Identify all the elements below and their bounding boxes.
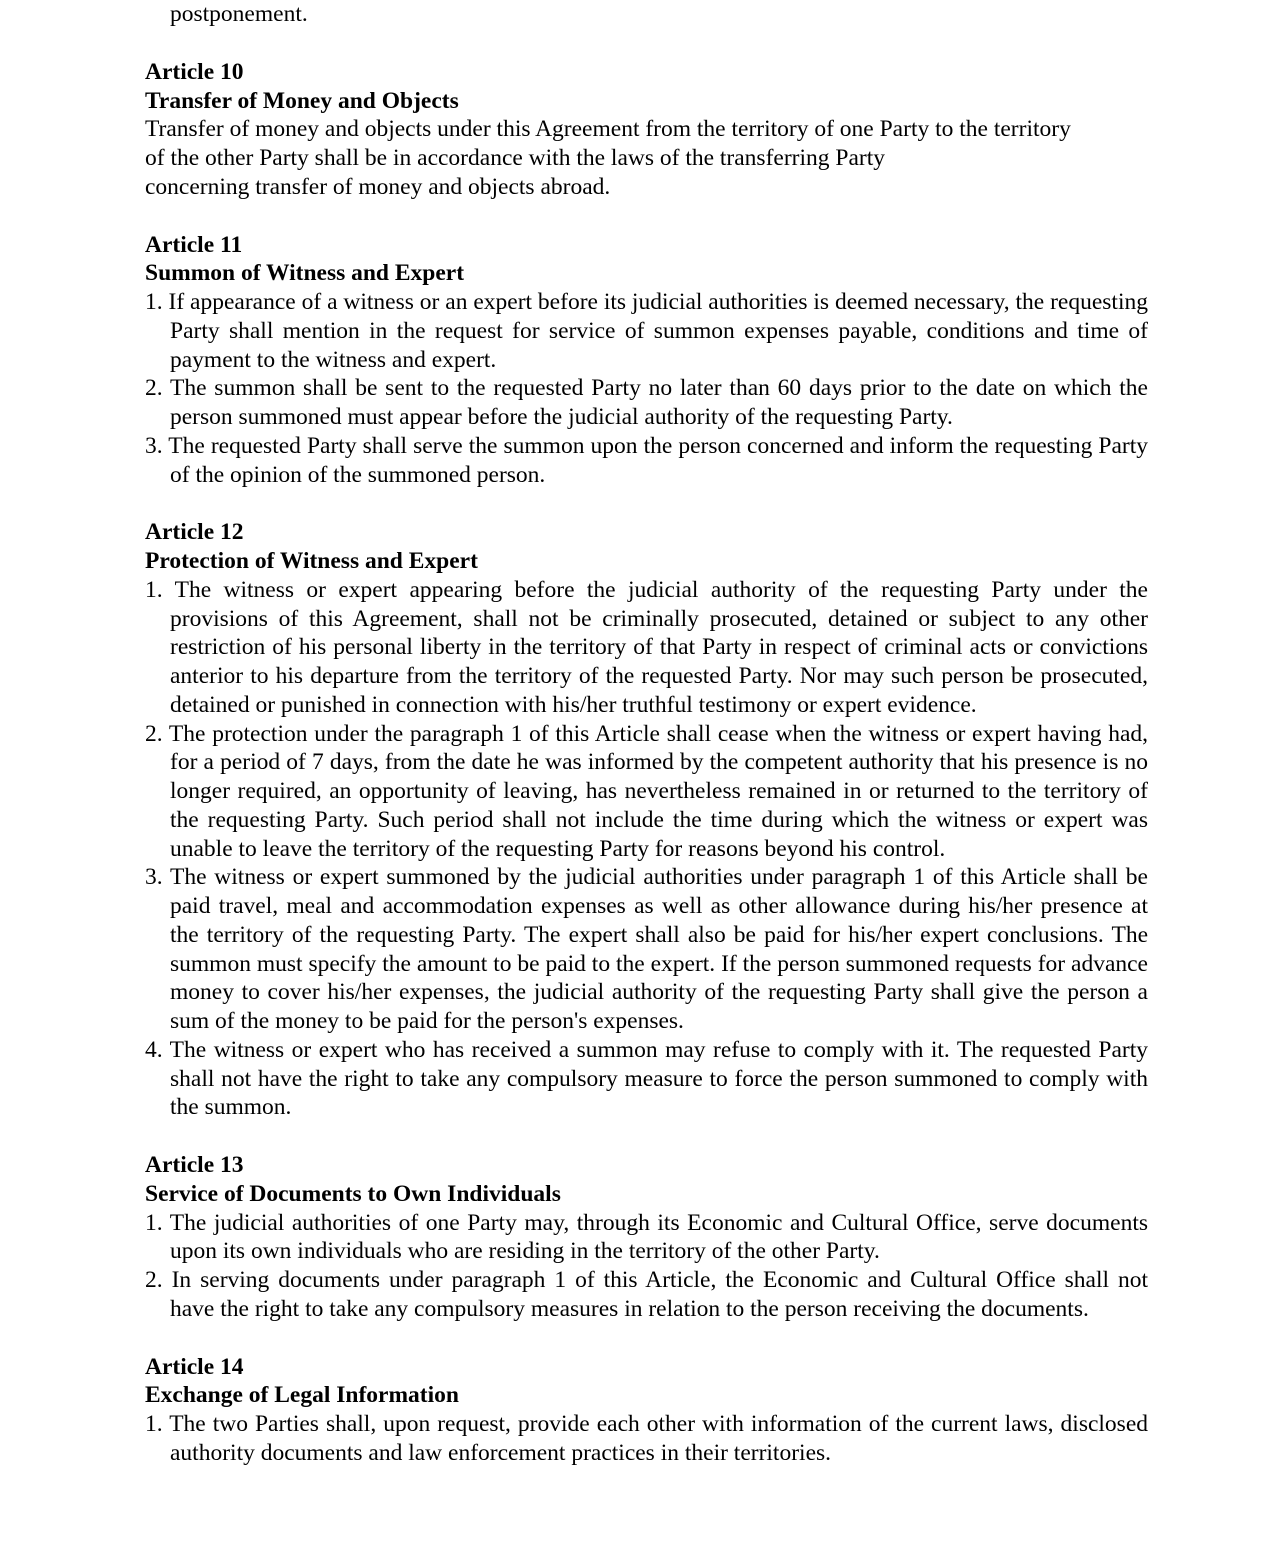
article-title: Service of Documents to Own Individuals <box>145 1180 561 1207</box>
article-paragraph-line: concerning transfer of money and objects abroad. <box>145 173 611 200</box>
document-page <box>145 0 1148 1468</box>
article-title: Protection of Witness and Expert <box>145 548 478 574</box>
numbered-paragraph: 2. The summon shall be sent to the requested Party no later than 60 days prior to the date on which the person summoned must appear before the judicial authority of the requesting Party. <box>145 375 1148 430</box>
numbered-paragraph: 1. If appearance of a witness or an expert before its judicial authorities is deemed necessary, the requesting Party shall mention in the request for service of summon expenses payable, conditions and time of payment to the witness and expert. <box>145 289 1148 373</box>
numbered-paragraph: 3. The requested Party shall serve the summon upon the person concerned and inform the requesting Party of the opinion of the summoned person. <box>145 432 1148 488</box>
article-11 <box>145 231 1148 490</box>
article-number: Article 10 <box>145 58 244 85</box>
numbered-paragraph: 1. The witness or expert appearing before the judicial authority of the requesting Party under the provisions of this Agreement, shall not be criminally prosecuted, detained or subject to any other restriction of his personal liberty in the territory of that Party in respect of criminal acts or convictions anterior to his departure from the territory of the requested Party. Nor may such person be prosecuted, detained or punished in connection with his/her truthful testimony or expert evidence. <box>145 576 1148 718</box>
article-12 <box>145 518 1148 1122</box>
numbered-paragraph: 4. The witness or expert who has received a summon may refuse to comply with it. The requested Party shall not have the right to take any compulsory measure to force the person summoned to comply with the summon. <box>145 1036 1148 1121</box>
article-10 <box>145 58 1148 202</box>
numbered-paragraph: 3. The witness or expert summoned by the judicial authorities under paragraph 1 of this Article shall be paid travel, meal and accommodation expenses as well as other allowance during his/her presence at the territory of the requesting Party. The expert shall also be paid for his/her expert conclusions. The summon must specify the amount to be paid to the expert. If the person summoned requests for advance money to cover his/her expenses, the judicial authority of the requesting Party shall give the person a sum of the money to be paid for the person's expenses. <box>145 864 1148 1034</box>
article-paragraph-line: of the other Party shall be in accordance with the laws of the transferring Party <box>145 145 885 171</box>
article-title: Exchange of Legal Information <box>145 1382 459 1409</box>
article-number: Article 12 <box>145 519 244 546</box>
article-number: Article 13 <box>145 1152 244 1178</box>
article-title: Transfer of Money and Objects <box>145 87 459 114</box>
article-14 <box>145 1353 1148 1468</box>
article-paragraph-line: Transfer of money and objects under this Agreement from the territory of one Party to the territory <box>145 116 1071 143</box>
numbered-paragraph: 2. The protection under the paragraph 1 of this Article shall cease when the witness or expert having had, for a period of 7 days, from the date he was informed by the competent authority that his presence is no longer required, an opportunity of leaving, has nevertheless remained in or returned to the territory of the requesting Party. Such period shall not include the time during which the witness or expert was unable to leave the territory of the requesting Party for reasons beyond his control. <box>145 720 1148 862</box>
numbered-paragraph: 1. The judicial authorities of one Party may, through its Economic and Cultural Office, serve documents upon its own individuals who are residing in the territory of the other Party. <box>145 1209 1148 1265</box>
continuation-text: postponement. <box>170 1 308 27</box>
article-title: Summon of Witness and Expert <box>145 260 465 287</box>
article-number: Article 11 <box>145 231 243 258</box>
numbered-paragraph: 1. The two Parties shall, upon request, provide each other with information of the current laws, disclosed authority documents and law enforcement practices in their territories. <box>145 1411 1148 1466</box>
numbered-paragraph: 2. In serving documents under paragraph 1 of this Article, the Economic and Cultural Office shall not have the right to take any compulsory measures in relation to the person receiving the documents. <box>145 1267 1148 1322</box>
article-13 <box>145 1151 1148 1324</box>
article-number: Article 14 <box>145 1353 244 1380</box>
